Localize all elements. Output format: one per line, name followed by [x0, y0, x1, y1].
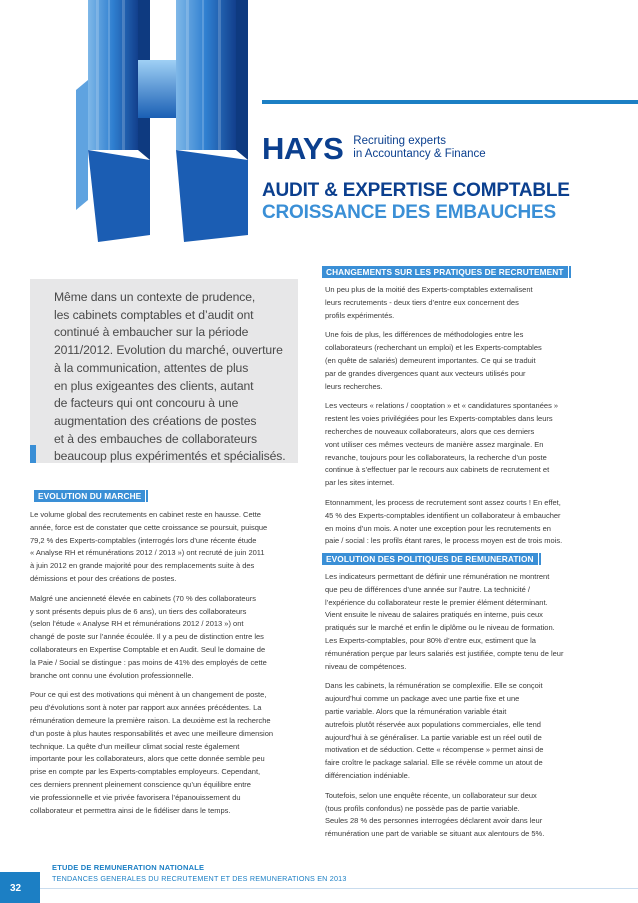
brand-tagline [353, 135, 485, 161]
text-line: Les Experts-comptables, pour 80% d’entre eux, estiment que la [325, 635, 536, 645]
text-line: (tous profils confondus) ne possède pas de partie variable. [325, 803, 520, 813]
text-line: vie professionnelle et vie privée favorisera l’épanouissement du [30, 792, 241, 802]
text-line: faire croître le package salarial. Elle se révèle comme un atout de [325, 758, 543, 768]
text-line: rémunération perçue par leurs salariés est justifiée, compte tenu de leur [325, 648, 564, 658]
text-line: collaborateurs en Expertise Comptable et en Audit. Seul le domaine de [30, 644, 266, 654]
text-line: aujourd’hui à se généraliser. La partie variable est un réel outil de [325, 732, 542, 742]
intro-quote: Même dans un contexte de prudence, les cabinets comptables et d’audit ont continué à embaucher sur la période 2011/2012. Evolution du marché, ouverture à la communication, attentes de plus en plus exigeantes des clients, autant de facteurs qui ont concouru à une augmentation des créations de postes et à des embauches de collaborateurs beaucoup plus expérimentés et spécialisés. [54, 290, 286, 464]
text-line: collaborateur et permettra ainsi de le fidéliser dans le temps. [30, 805, 231, 815]
text-line: profils expérimentés. [325, 310, 395, 320]
text-line: 79,2 % des Experts-comptables (interrogés lors d’une récente étude [30, 535, 257, 545]
text-line: Etonnamment, les process de recrutement sont assez courts ! En effet, [325, 497, 561, 507]
text-line: année, force est de constater que cette croissance se poursuit, puisque [30, 522, 268, 532]
text-line: niveau de compétences. [325, 661, 407, 671]
text-line: paie / social : les profils étant rares, le process moyen est de trois mois. [325, 536, 563, 546]
text-line: vont utiliser ces mêmes vecteurs de manière assez marginale. En [325, 439, 544, 449]
footer-title: ETUDE DE REMUNERATION NATIONALE [52, 863, 205, 872]
text-line: à juin 2012 en grande majorité pour des remplacements suite à des [30, 561, 255, 571]
right-paragraph [325, 680, 625, 782]
text-line: ces derniers prennent pleinement conscience qu’un équilibre entre [30, 779, 251, 789]
text-line: 45 % des Experts-comptables identifient un collaborateur à embaucher [325, 510, 561, 520]
section-heading-remuneration: EVOLUTION DES POLITIQUES DE REMUNERATION [322, 553, 538, 565]
text-line: y sont présents depuis plus de 6 ans), un tiers des collaborateurs [30, 606, 247, 616]
text-line: rémunération demeure la première raison. La deuxième est la recherche [30, 715, 271, 725]
text-line: par de grandes divergences quant aux vecteurs utilisés pour [325, 368, 526, 378]
text-line: recherches de nouveaux collaborateurs, alors que ces derniers [325, 426, 535, 436]
right-column-text-1 [325, 284, 625, 555]
brand-block [262, 128, 486, 168]
text-line: autrefois plutôt réservée aux populations commerciales, elle tend [325, 719, 541, 729]
page-number: 32 [0, 872, 40, 903]
footer-subtitle: TENDANCES GENERALES DU RECRUTEMENT ET DES REMUNERATIONS EN 2013 [52, 874, 347, 883]
text-line: (selon l’étude « Analyse RH et rémunérations 2012 / 2013 ») ont [30, 619, 244, 629]
left-column-text [30, 509, 298, 824]
text-line: différenciation indéniable. [325, 770, 410, 780]
text-line: « Analyse RH et rémunérations 2012 / 2013 ») ont recruté de juin 2011 [30, 548, 265, 558]
hays-logo: HAYS [262, 130, 344, 166]
text-line: démissions et pour des créations de postes. [30, 573, 177, 583]
right-column-text-2 [325, 571, 625, 848]
page-subtitle: CROISSANCE DES EMBAUCHES [262, 202, 556, 223]
text-line: Un peu plus de la moitié des Experts-comptables externalisent [325, 285, 533, 294]
right-paragraph [325, 790, 625, 841]
left-paragraph [30, 593, 298, 683]
text-line: Malgré une ancienneté élevée en cabinets (70 % des collaborateurs [30, 593, 256, 603]
text-line: peu d’évolutions sont à noter par rapport aux années précédentes. La [30, 703, 262, 713]
text-line: revanche, toujours pour les collaborateurs, la recherche d’un poste [325, 452, 547, 462]
text-line: leurs recherches. [325, 381, 383, 391]
text-line: Seules 28 % des personnes interrogées déclarent avoir dans leur [325, 816, 543, 826]
text-line: partie variable. Alors que la rémunération variable était [325, 706, 507, 716]
text-line: l’expérience du collaborateur reste le premier élément déterminant. [325, 597, 548, 607]
text-line: branche ont connu une évolution professionnelle. [30, 670, 194, 680]
brand-tagline-2: in Accountancy & Finance [353, 148, 486, 160]
text-line: importante pour les collaborateurs, alors que cette donnée semble peu [30, 754, 265, 764]
intro-quote-box [30, 279, 298, 463]
text-line: rémunération une part de variable se situant aux alentours de 5%. [325, 829, 545, 839]
hays-h-illustration [76, 0, 258, 242]
text-line: d’un poste à plus hautes responsabilités et avec une meilleure dimension [30, 728, 274, 738]
left-paragraph [30, 509, 298, 586]
text-line: technique. La quête d’un meilleur climat social reste également [30, 741, 240, 751]
text-line: prise en compte par les Experts-comptables employeurs. Cependant, [30, 767, 261, 777]
text-line: par les sites internet. [325, 478, 395, 488]
text-line: restent les voies privilégiées pour les Experts-comptables dans leurs [325, 414, 553, 424]
right-paragraph [325, 571, 625, 673]
right-paragraph [325, 284, 625, 322]
text-line: Dans les cabinets, la rémunération se complexifie. Elle se conçoit [325, 681, 543, 691]
text-line: pratiqués sur le marché et enfin le diplôme ou le niveau de formation. [325, 623, 555, 633]
top-divider-line [262, 100, 638, 104]
section-heading-recrutement: CHANGEMENTS SUR LES PRATIQUES DE RECRUTEMENT [322, 266, 568, 278]
right-paragraph [325, 497, 625, 548]
text-line: Les indicateurs permettant de définir une rémunération ne montrent [325, 572, 550, 581]
footer-divider [40, 888, 638, 889]
text-line: (en quête de salariés) demeurent importantes. Ce qui se traduit [325, 355, 536, 365]
text-line: que peu de différences d’une année sur l’autre. La technicité / [325, 584, 531, 594]
text-line: Le volume global des recrutements en cabinet reste en hausse. Cette [30, 510, 261, 519]
section-heading-marche: EVOLUTION DU MARCHE [34, 490, 145, 502]
brand-tagline-1: Recruiting experts [353, 135, 446, 147]
text-line: collaborateurs (recherchant un emploi) et les Experts-comptables [325, 343, 542, 353]
quote-accent-bar [30, 445, 36, 463]
text-line: continue à s’effectuer par le recours aux cabinets de recrutement et [325, 465, 550, 475]
text-line: Toutefois, selon une enquête récente, un collaborateur sur deux [325, 790, 537, 800]
text-line: motivation et de séduction. Cette « récompense » permet ainsi de [325, 745, 544, 755]
text-line: leurs recrutements - deux tiers d’entre eux concernent des [325, 297, 519, 307]
right-paragraph [325, 329, 625, 393]
text-line: changé de poste sur l’année écoulée. Il y a peu de distinction entre les [30, 632, 264, 642]
text-line: la Paie / Social se distingue : pas moins de 41% des employés de cette [30, 657, 267, 667]
text-line: aujourd’hui comme un package avec une partie fixe et une [325, 694, 520, 704]
text-line: en moins d’un mois. A noter une exception pour les recrutements en [325, 523, 551, 533]
text-line: Vient ensuite le niveau de salaires pratiqués en interne, puis ceux [325, 610, 543, 620]
page-title: AUDIT & EXPERTISE COMPTABLE [262, 180, 570, 201]
text-line: Une fois de plus, les différences de méthodologies entre les [325, 330, 524, 340]
left-paragraph [30, 689, 298, 817]
text-line: Les vecteurs « relations / cooptation » et « candidatures spontanées » [325, 401, 559, 411]
text-line: Pour ce qui est des motivations qui mènent à un changement de poste, [30, 690, 267, 700]
right-paragraph [325, 400, 625, 490]
